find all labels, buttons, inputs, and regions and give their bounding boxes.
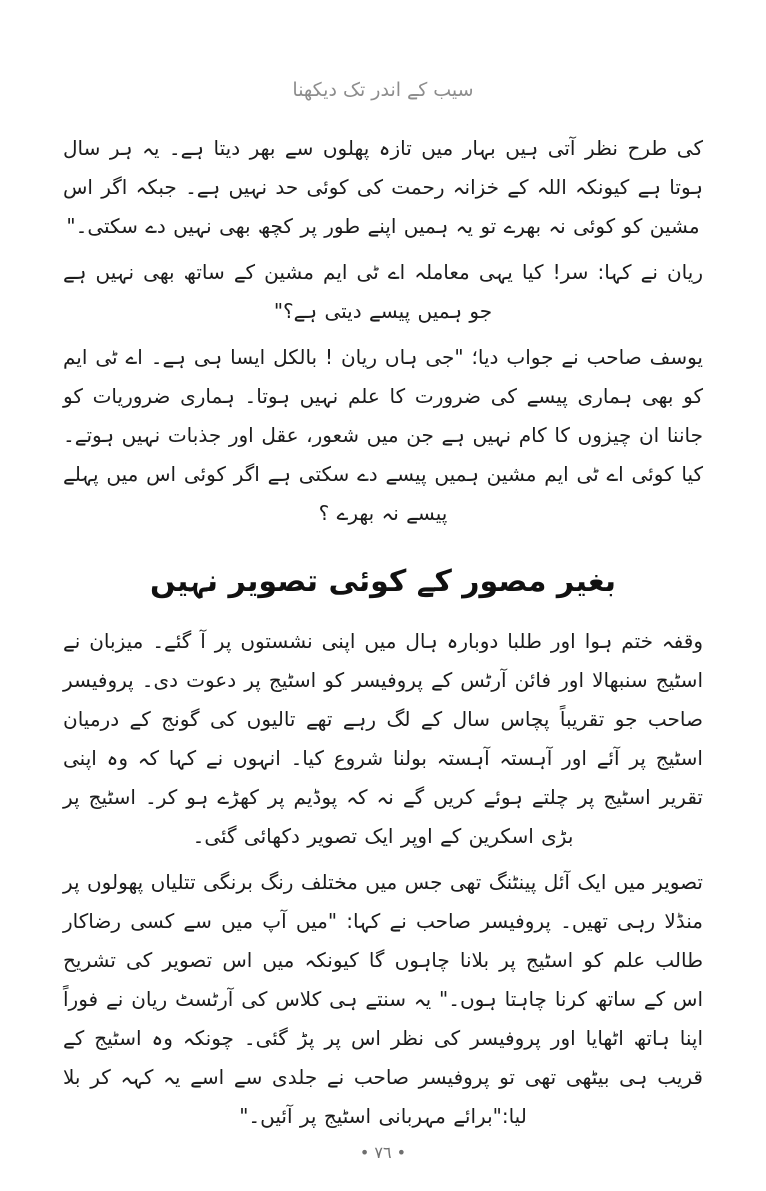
page-number: • ٧٦ • (359, 1142, 407, 1162)
paragraph-rayan-question: ریان نے کہا: سر! کیا یہی معاملہ اے ٹی ایم مشین کے ساتھ بھی نہیں ہے جو ہمیں پیسے دیتی ہے؟" (63, 259, 703, 323)
running-header: سیب کے اندر تک دیکھنا (292, 79, 474, 101)
paragraph-continuation: کی طرح نظر آتی ہیں بہار میں تازہ پھلوں سے بھر دیتا ہے۔ یہ ہر سال ہوتا ہے کیونکہ اللہ کے خزانہ رحمت کی کوئی حد نہیں ہے۔ جبکہ اگر اس مشین کو کوئی نہ بھرے تو یہ ہمیں اپنے طور پر کچھ بھی نہیں دے سکتی۔" (63, 135, 703, 238)
paragraph-yusuf-answer: یوسف صاحب نے جواب دیا؛ "جی ہاں ریان ! بالکل ایسا ہی ہے۔ اے ٹی ایم کو بھی ہماری پیسے کی ضرورت کا علم نہیں ہوتا۔ ہماری ضروریات کو جاننا ان چیزوں کا کام نہیں ہے جن میں شعور، عقل اور جذبات نہیں ہوتے۔ کیا کوئی اے ٹی ایم مشین ہمیں پیسے دے سکتی ہے اگر کوئی اس میں پہلے پیسے نہ بھرے ؟ (63, 344, 703, 525)
paragraph-professor-stage: وقفہ ختم ہوا اور طلبا دوبارہ ہال میں اپنی نشستوں پر آ گئے۔ میزبان نے اسٹیج سنبھالا اور فائن آرٹس کے پروفیسر کو اسٹیج پر دعوت دی۔ پروفیسر صاحب جو تقریباً پچاس سال کے لگ رہے تھے تالیوں کی گونج کے درمیان اسٹیج پر آئے اور آہستہ آہستہ بولنا شروع کیا۔ انہوں نے کہا کہ وہ اپنی تقریر اسٹیج پر چلتے ہوئے کریں گے نہ کہ پوڈیم پر کھڑے ہو کر۔ اسٹیج پر بڑی اسکرین کے اوپر ایک تصویر دکھائی گئی۔ (63, 628, 703, 848)
paragraph-oil-painting: تصویر میں ایک آئل پینٹنگ تھی جس میں مختلف رنگ برنگی تتلیاں پھولوں پر منڈلا رہی تھیں۔ پروفیسر صاحب نے کہا: "میں آپ میں سے کسی رضاکار طالب علم کو اسٹیج پر بلانا چاہوں گا کیونکہ میں اس تصویر کی تشریح اس کے ساتھ کرنا چاہتا ہوں۔" یہ سنتے ہی کلاس کی آرٹسٹ ریان نے فوراً اپنا ہاتھ اٹھایا اور پروفیسر کی نظر اس پر پڑ گئی۔ چونکہ وہ اسٹیج کے قریب ہی بیٹھی تھی تو پروفیسر صاحب نے جلدی سے اسے یہ کہہ کر بلا لیا:"برائے مہربانی اسٹیج پر آئیں۔" (63, 869, 703, 1128)
page-body (63, 129, 703, 1143)
section-heading: بغیر مصور کے کوئی تصویر نہیں (149, 563, 617, 599)
